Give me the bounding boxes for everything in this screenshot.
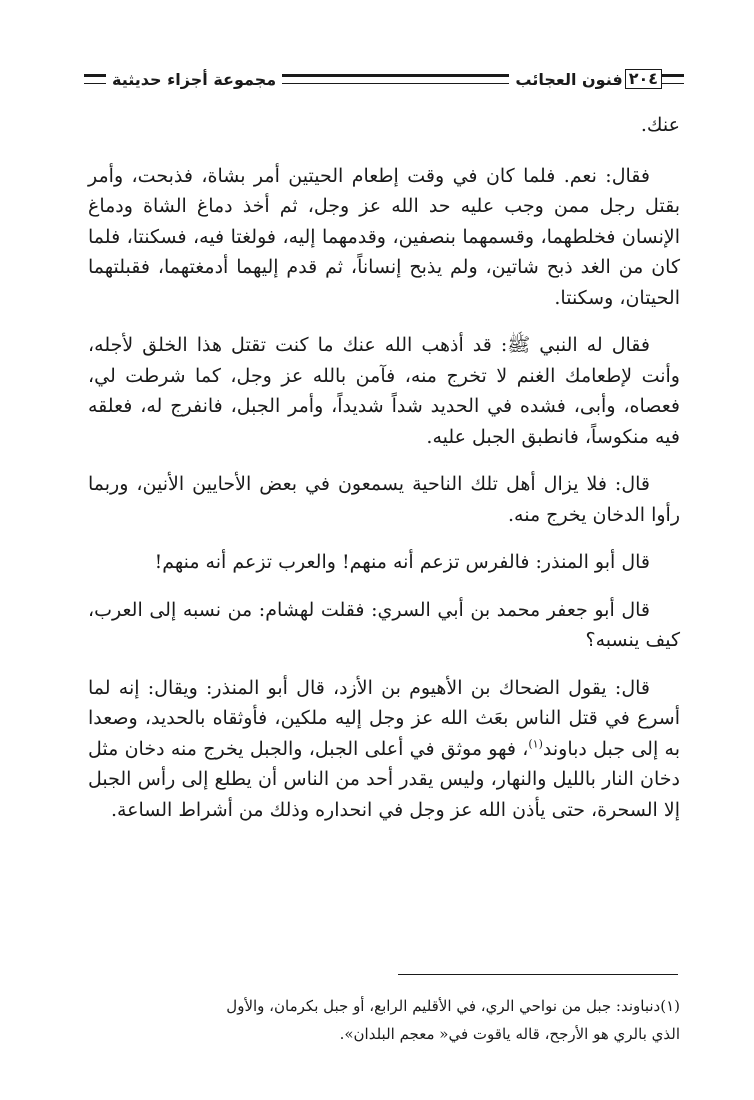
footnote: [90, 992, 680, 1048]
paragraph-text: ، فهو موثق في أعلى الجبل، والجبل يخرج منه دخان مثل دخان النار بالليل والنهار، وليس يقدر أحد من الناس أن يطلع إلى رأس الجبل إلا السحرة، حتى يأذن الله عز وجل في انحداره وذلك من أشراط الساعة.: [88, 737, 680, 821]
header-rule-end: [84, 74, 106, 84]
paragraph-text: قال: يقول الضحاك بن الأهيوم بن الأزد، قال أبو المنذر: ويقال: إنه لما أسرع في قتل الناس بعَث الله عز وجل إليه ملكين، فأوثقاه بالحديد، وصعدا به إلى جبل دباوند: [88, 676, 680, 760]
header-rule-middle: [282, 74, 509, 84]
paragraph: فقال: نعم. فلما كان في وقت إطعام الحيتين أمر بشاة، فذبحت، وأمر بقتل رجل ممن وجب عليه حد الله عز وجل، ثم أخذ دماغ الشاة ودماغ الإنسان فخلطهما، وقسمهما بنصفين، وقدمهما إليه، فولغتا فيه، فسكنتا، فلما كان من الغد ذبح شاتين، ولم يذبح إنساناً، ثم قدم إليهما أدمغتهما، فقبلتهما الحيتان، وسكنتا.: [88, 164, 680, 309]
header-rule-start: [662, 74, 684, 84]
paragraph-with-footnote: [88, 673, 680, 826]
header-right-title: مجموعة أجزاء حديثية: [112, 69, 277, 89]
paragraph: عنك.: [640, 114, 680, 136]
header-left-title: فنون العجائب: [515, 69, 623, 89]
running-header: [84, 64, 684, 94]
page-number: ٢٠٤: [625, 69, 662, 89]
footnote-divider: [398, 974, 678, 975]
footnote-line: الذي بالري هو الأرجح، قاله ياقوت في« معجم البلدان».: [339, 1025, 680, 1043]
paragraph: قال أبو المنذر: فالفرس تزعم أنه منهم! والعرب تزعم أنه منهم!: [154, 551, 650, 573]
paragraph: قال أبو جعفر محمد بن أبي السري: فقلت لهشام: من نسبه إلى العرب، كيف ينسبه؟: [88, 598, 680, 651]
footnote-line: (١)دنباوند: جبل من نواحي الري، في الأقليم الرابع، أو جبل بكرمان، والأول: [226, 997, 680, 1015]
footnote-reference[interactable]: (١): [528, 737, 543, 751]
paragraph: قال: فلا يزال أهل تلك الناحية يسمعون في بعض الأحايين الأنين، وربما رأوا الدخان يخرج منه.: [88, 473, 680, 526]
paragraph: فقال له النبي ﷺ: قد أذهب الله عنك ما كنت تقتل هذا الخلق لأجله، وأنت لإطعامك الغنم لا تخرج منه، فآمن بالله عز وجل، كما شرطت لي، فعصاه، وأبى، فشده في الحديد شداً شديداً، وأمر الجبل، فانفرج له، فعلقه فيه منكوساً، فانطبق الجبل عليه.: [88, 334, 680, 448]
main-text: [88, 110, 680, 842]
